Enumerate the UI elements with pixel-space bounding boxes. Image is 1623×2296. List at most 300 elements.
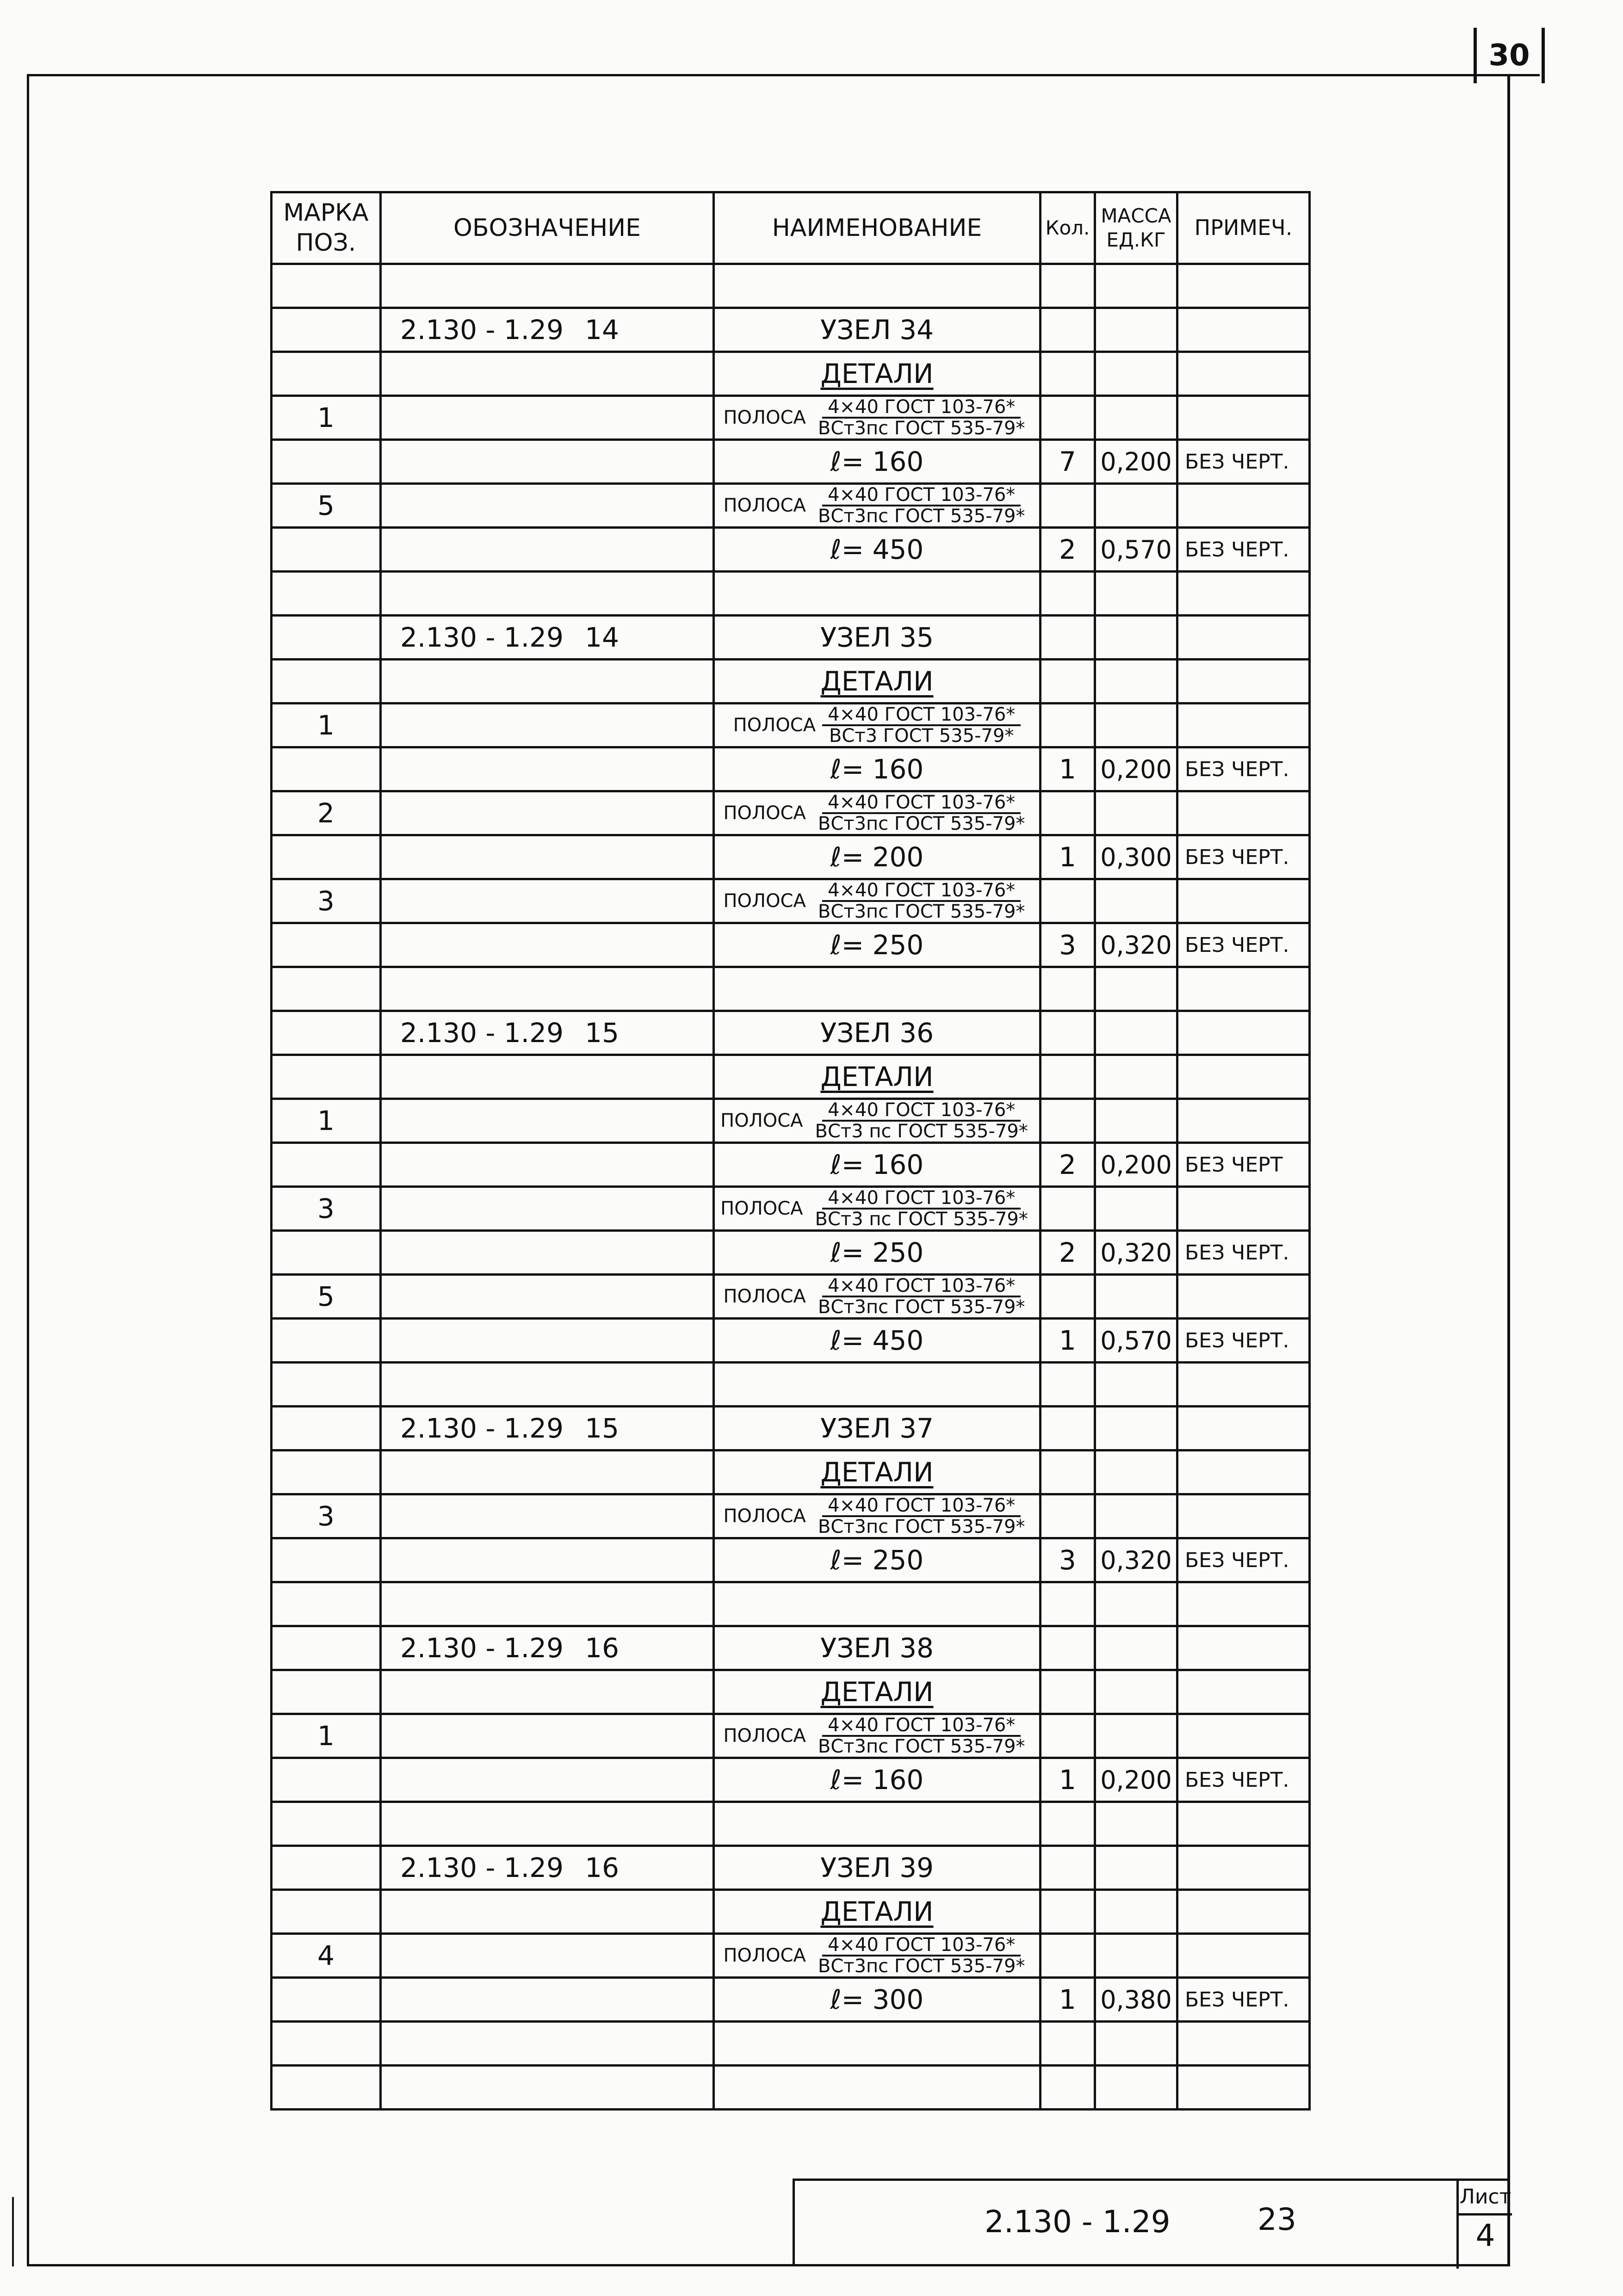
details-title: ДЕТАЛИ	[820, 666, 934, 697]
cell-note	[1177, 616, 1310, 660]
cell-mass	[1095, 1275, 1177, 1319]
cell-note	[1177, 308, 1310, 352]
cell-designation	[381, 879, 714, 923]
cell-mark	[272, 1758, 381, 1802]
cell-designation	[381, 1187, 714, 1231]
cell-mass: 0,320	[1095, 923, 1177, 967]
cell-mass	[1095, 1626, 1177, 1670]
cell-mark	[272, 967, 381, 1011]
cell-qty	[1041, 1494, 1095, 1538]
cell-qty	[1041, 264, 1095, 308]
cell-designation	[381, 1582, 714, 1626]
cell-designation	[381, 1275, 714, 1319]
cell-designation	[381, 1055, 714, 1099]
strip-label: ПОЛОСА	[723, 802, 806, 824]
cell-note	[1177, 396, 1310, 440]
node-sheet: 16	[585, 1632, 619, 1664]
table-row	[272, 572, 1310, 616]
node-code: 2.130 - 1.29	[400, 622, 564, 653]
cell-mark: 1	[272, 1714, 381, 1758]
cell-mark	[272, 660, 381, 704]
cell-mark: 2	[272, 791, 381, 835]
cell-mark	[272, 440, 381, 484]
cell-qty	[1041, 1011, 1095, 1055]
cell-name	[714, 616, 1041, 660]
cell-name	[714, 1582, 1041, 1626]
document-sheet-ref: 23	[1258, 2202, 1296, 2237]
cell-designation	[381, 1143, 714, 1187]
strip-spec	[715, 485, 1039, 526]
strip-steel-standard: ВСт3пс ГОСТ 535-79*	[818, 1296, 1025, 1318]
cell-note	[1177, 1055, 1310, 1099]
cell-note	[1177, 572, 1310, 616]
cell-qty	[1041, 308, 1095, 352]
strip-spec	[715, 1496, 1039, 1537]
strip-spec	[715, 1716, 1039, 1756]
cell-name: ℓ= 160	[714, 1758, 1041, 1802]
cell-name	[714, 1846, 1041, 1890]
cell-mark	[272, 1538, 381, 1582]
cell-designation	[381, 1758, 714, 1802]
strip-steel-standard: ВСт3пс ГОСТ 535-79*	[818, 813, 1025, 834]
table-row	[272, 1450, 1310, 1494]
cell-mark	[272, 1319, 381, 1363]
cell-mass	[1095, 264, 1177, 308]
cell-designation	[381, 1450, 714, 1494]
strip-label: ПОЛОСА	[720, 1198, 803, 1219]
cell-note	[1177, 1626, 1310, 1670]
cell-qty	[1041, 1934, 1095, 1978]
cell-note	[1177, 1494, 1310, 1538]
cell-mark	[272, 352, 381, 396]
page-number: 30	[1474, 28, 1545, 83]
cell-designation	[381, 1538, 714, 1582]
cell-qty	[1041, 616, 1095, 660]
strip-fraction	[810, 1188, 1034, 1229]
table-row	[272, 1099, 1310, 1143]
cell-designation	[381, 1626, 714, 1670]
cell-mass	[1095, 1846, 1177, 1890]
strip-size-standard: 4×40 ГОСТ 103-76*	[822, 1935, 1021, 1957]
table-row	[272, 967, 1310, 1011]
cell-name	[714, 264, 1041, 308]
cell-mark	[272, 1890, 381, 1934]
cell-mass	[1095, 1714, 1177, 1758]
cell-note	[1177, 1011, 1310, 1055]
cell-mass	[1095, 704, 1177, 747]
strip-size-standard: 4×40 ГОСТ 103-76*	[822, 1188, 1021, 1210]
table-row	[272, 1187, 1310, 1231]
cell-mass: 0,570	[1095, 1319, 1177, 1363]
cell-name	[714, 791, 1041, 835]
cell-name	[714, 1934, 1041, 1978]
strip-spec	[715, 881, 1039, 921]
strip-steel-standard: ВСт3пс ГОСТ 535-79*	[818, 418, 1025, 439]
cell-qty	[1041, 352, 1095, 396]
cell-note: БЕЗ ЧЕРТ	[1177, 1143, 1310, 1187]
cell-qty: 1	[1041, 1319, 1095, 1363]
strip-fraction	[812, 485, 1031, 526]
strip-label: ПОЛОСА	[723, 1286, 806, 1307]
strip-spec	[715, 397, 1039, 438]
cell-designation	[381, 440, 714, 484]
cell-name	[714, 704, 1041, 747]
details-title: ДЕТАЛИ	[820, 1457, 934, 1488]
table-row	[272, 1582, 1310, 1626]
cell-mass: 0,320	[1095, 1538, 1177, 1582]
cell-mass	[1095, 1363, 1177, 1407]
strip-label: ПОЛОСА	[723, 1725, 806, 1747]
cell-note	[1177, 1275, 1310, 1319]
table-row	[272, 747, 1310, 791]
cell-qty	[1041, 2022, 1095, 2066]
cell-mass	[1095, 484, 1177, 528]
strip-spec	[715, 1188, 1039, 1229]
cell-designation	[381, 396, 714, 440]
cell-qty: 3	[1041, 1538, 1095, 1582]
cell-designation	[381, 2022, 714, 2066]
header-mass: МАССА ЕД.КГ	[1095, 192, 1177, 264]
cell-mark: 3	[272, 1187, 381, 1231]
table-row	[272, 1714, 1310, 1758]
cell-designation	[381, 2066, 714, 2110]
cell-designation	[381, 1099, 714, 1143]
cell-note	[1177, 352, 1310, 396]
cell-name	[714, 572, 1041, 616]
node-sheet: 15	[585, 1413, 619, 1444]
strip-steel-standard: ВСт3пс ГОСТ 535-79*	[818, 901, 1025, 922]
cell-name: ℓ= 450	[714, 528, 1041, 572]
cell-note	[1177, 1582, 1310, 1626]
node-title: УЗЕЛ 38	[820, 1632, 934, 1664]
cell-mark	[272, 923, 381, 967]
table-row	[272, 1802, 1310, 1846]
cell-mass	[1095, 1011, 1177, 1055]
cell-mark	[272, 616, 381, 660]
table-row	[272, 1626, 1310, 1670]
cell-name	[714, 1099, 1041, 1143]
cell-mass	[1095, 1802, 1177, 1846]
cell-qty	[1041, 967, 1095, 1011]
cell-mark	[272, 747, 381, 791]
cell-name	[714, 1890, 1041, 1934]
cell-note: БЕЗ ЧЕРТ.	[1177, 1978, 1310, 2022]
cell-qty	[1041, 2066, 1095, 2110]
cell-mark	[272, 1055, 381, 1099]
table-row	[272, 1670, 1310, 1714]
cell-note	[1177, 704, 1310, 747]
cell-name	[714, 1802, 1041, 1846]
cell-qty	[1041, 1582, 1095, 1626]
title-block	[793, 2179, 1510, 2266]
cell-mark	[272, 1802, 381, 1846]
strip-size-standard: 4×40 ГОСТ 103-76*	[822, 705, 1021, 726]
strip-fraction	[812, 397, 1031, 438]
strip-label: ПОЛОСА	[733, 715, 816, 736]
cell-name	[714, 2022, 1041, 2066]
cell-name	[714, 1494, 1041, 1538]
cell-designation	[381, 572, 714, 616]
strip-fraction	[812, 1935, 1031, 1976]
cell-mark	[272, 308, 381, 352]
cell-designation	[381, 1846, 714, 1890]
table-row	[272, 396, 1310, 440]
strip-size-standard: 4×40 ГОСТ 103-76*	[822, 1276, 1021, 1297]
cell-name	[714, 967, 1041, 1011]
frame-right-line	[1507, 74, 1510, 2266]
node-code: 2.130 - 1.29	[400, 314, 564, 346]
cell-note: БЕЗ ЧЕРТ.	[1177, 528, 1310, 572]
cell-mass	[1095, 1407, 1177, 1450]
cell-qty	[1041, 1099, 1095, 1143]
cell-qty	[1041, 572, 1095, 616]
table-row	[272, 1494, 1310, 1538]
cell-name	[714, 308, 1041, 352]
cell-name	[714, 484, 1041, 528]
cell-note	[1177, 1407, 1310, 1450]
details-title: ДЕТАЛИ	[820, 1061, 934, 1092]
sheet-label: Лист	[1459, 2181, 1512, 2216]
cell-mark	[272, 1626, 381, 1670]
table-row	[272, 879, 1310, 923]
cell-note	[1177, 1890, 1310, 1934]
table-row	[272, 1407, 1310, 1450]
cell-mass	[1095, 1582, 1177, 1626]
document-code: 2.130 - 1.29	[985, 2204, 1171, 2240]
cell-note	[1177, 2022, 1310, 2066]
cell-qty	[1041, 1187, 1095, 1231]
cell-designation	[381, 967, 714, 1011]
cell-mark: 3	[272, 879, 381, 923]
table-row	[272, 352, 1310, 396]
cell-designation	[381, 704, 714, 747]
cell-mass: 0,320	[1095, 1231, 1177, 1275]
cell-mass	[1095, 1055, 1177, 1099]
strip-spec	[715, 705, 1039, 746]
sheet-value: 4	[1475, 2218, 1495, 2253]
cell-note	[1177, 1714, 1310, 1758]
cell-mark	[272, 572, 381, 616]
cell-name	[714, 660, 1041, 704]
cell-qty: 1	[1041, 747, 1095, 791]
cell-designation	[381, 747, 714, 791]
cell-qty	[1041, 1714, 1095, 1758]
table-row	[272, 1363, 1310, 1407]
cell-qty	[1041, 1802, 1095, 1846]
cell-mass	[1095, 1450, 1177, 1494]
cell-note: БЕЗ ЧЕРТ.	[1177, 1319, 1310, 1363]
cell-mass	[1095, 572, 1177, 616]
strip-size-standard: 4×40 ГОСТ 103-76*	[822, 397, 1021, 419]
table-row	[272, 1143, 1310, 1187]
strip-spec	[715, 1276, 1039, 1317]
cell-qty	[1041, 1626, 1095, 1670]
table-row	[272, 835, 1310, 879]
strip-spec	[715, 1100, 1039, 1141]
cell-designation	[381, 1231, 714, 1275]
cell-mass	[1095, 1670, 1177, 1714]
node-title: УЗЕЛ 37	[820, 1413, 934, 1444]
cell-note	[1177, 1363, 1310, 1407]
cell-name	[714, 2066, 1041, 2110]
strip-label: ПОЛОСА	[723, 495, 806, 516]
cell-note: БЕЗ ЧЕРТ.	[1177, 835, 1310, 879]
cell-mass	[1095, 879, 1177, 923]
cell-name	[714, 1450, 1041, 1494]
cell-mark	[272, 1143, 381, 1187]
strip-size-standard: 4×40 ГОСТ 103-76*	[822, 485, 1021, 506]
table-row	[272, 1978, 1310, 2022]
cell-designation	[381, 484, 714, 528]
cell-note: БЕЗ ЧЕРТ.	[1177, 440, 1310, 484]
cell-qty	[1041, 879, 1095, 923]
node-sheet: 16	[585, 1852, 619, 1883]
cell-qty: 2	[1041, 1231, 1095, 1275]
cell-note	[1177, 1670, 1310, 1714]
node-code: 2.130 - 1.29	[400, 1017, 564, 1049]
cell-mass	[1095, 396, 1177, 440]
cell-designation	[381, 1670, 714, 1714]
cell-designation	[381, 1494, 714, 1538]
header-qty: Кол.	[1041, 192, 1095, 264]
cell-mark	[272, 1231, 381, 1275]
cell-qty	[1041, 1055, 1095, 1099]
cell-mark: 5	[272, 1275, 381, 1319]
cell-mass	[1095, 616, 1177, 660]
cell-qty	[1041, 1407, 1095, 1450]
cell-designation	[381, 835, 714, 879]
strip-size-standard: 4×40 ГОСТ 103-76*	[822, 1100, 1021, 1122]
cell-name	[714, 1275, 1041, 1319]
cell-note	[1177, 1450, 1310, 1494]
cell-note: БЕЗ ЧЕРТ.	[1177, 1231, 1310, 1275]
cell-mass	[1095, 308, 1177, 352]
table-row	[272, 1846, 1310, 1890]
cell-mark	[272, 528, 381, 572]
cell-mark: 5	[272, 484, 381, 528]
cell-note: БЕЗ ЧЕРТ.	[1177, 1758, 1310, 1802]
header-note: ПРИМЕЧ.	[1177, 192, 1310, 264]
cell-designation	[381, 791, 714, 835]
cell-name: ℓ= 200	[714, 835, 1041, 879]
node-sheet: 14	[585, 314, 619, 346]
cell-mass	[1095, 967, 1177, 1011]
cell-designation	[381, 1802, 714, 1846]
cell-designation	[381, 1363, 714, 1407]
cell-mass: 0,380	[1095, 1978, 1177, 2022]
strip-size-standard: 4×40 ГОСТ 103-76*	[822, 1496, 1021, 1517]
cell-note	[1177, 791, 1310, 835]
cell-qty: 3	[1041, 923, 1095, 967]
cell-mark	[272, 1450, 381, 1494]
cell-designation	[381, 1011, 714, 1055]
strip-label: ПОЛОСА	[723, 1506, 806, 1527]
cell-note	[1177, 264, 1310, 308]
cell-qty	[1041, 704, 1095, 747]
table-row	[272, 660, 1310, 704]
cell-name: ℓ= 160	[714, 747, 1041, 791]
cell-designation	[381, 1714, 714, 1758]
cell-qty: 1	[1041, 1758, 1095, 1802]
cell-note	[1177, 1934, 1310, 1978]
table-row	[272, 2022, 1310, 2066]
cell-note: БЕЗ ЧЕРТ.	[1177, 1538, 1310, 1582]
strip-steel-standard: ВСт3пс ГОСТ 535-79*	[818, 1516, 1025, 1537]
cell-mark	[272, 1363, 381, 1407]
cell-qty: 1	[1041, 835, 1095, 879]
cell-mass	[1095, 2022, 1177, 2066]
table-row	[272, 2066, 1310, 2110]
cell-mark: 4	[272, 1934, 381, 1978]
cell-qty: 2	[1041, 528, 1095, 572]
cell-qty: 2	[1041, 1143, 1095, 1187]
cell-note: БЕЗ ЧЕРТ.	[1177, 747, 1310, 791]
cell-name: ℓ= 300	[714, 1978, 1041, 2022]
cell-designation	[381, 616, 714, 660]
strip-label: ПОЛОСА	[720, 1110, 803, 1131]
cell-name	[714, 1055, 1041, 1099]
cell-note	[1177, 660, 1310, 704]
cell-name	[714, 1011, 1041, 1055]
cell-designation	[381, 1319, 714, 1363]
cell-mark	[272, 835, 381, 879]
cell-mass: 0,200	[1095, 1143, 1177, 1187]
cell-mass	[1095, 2066, 1177, 2110]
frame-top-line	[27, 74, 1540, 76]
node-sheet: 14	[585, 622, 619, 653]
strip-fraction	[812, 1496, 1031, 1537]
table-row	[272, 704, 1310, 747]
cell-qty: 7	[1041, 440, 1095, 484]
cell-designation	[381, 352, 714, 396]
cell-mark: 1	[272, 396, 381, 440]
node-title: УЗЕЛ 34	[820, 314, 934, 346]
cell-mass: 0,300	[1095, 835, 1177, 879]
cell-designation	[381, 1890, 714, 1934]
strip-size-standard: 4×40 ГОСТ 103-76*	[822, 793, 1021, 814]
cell-designation	[381, 528, 714, 572]
strip-label: ПОЛОСА	[723, 1945, 806, 1966]
strip-label: ПОЛОСА	[723, 890, 806, 912]
table-header-row	[272, 192, 1310, 264]
cell-name: ℓ= 250	[714, 1538, 1041, 1582]
cell-name	[714, 1187, 1041, 1231]
cell-mass	[1095, 352, 1177, 396]
table-row	[272, 440, 1310, 484]
strip-steel-standard: ВСт3пс ГОСТ 535-79*	[818, 506, 1025, 527]
cell-name	[714, 1626, 1041, 1670]
cell-mark: 1	[272, 704, 381, 747]
cell-name	[714, 1670, 1041, 1714]
node-title: УЗЕЛ 35	[820, 622, 934, 653]
table-row	[272, 1538, 1310, 1582]
details-title: ДЕТАЛИ	[820, 358, 934, 389]
table-row	[272, 1758, 1310, 1802]
cell-note	[1177, 484, 1310, 528]
cell-name	[714, 1363, 1041, 1407]
cell-mark	[272, 1978, 381, 2022]
table-row	[272, 1275, 1310, 1319]
cell-mark	[272, 1582, 381, 1626]
table-row	[272, 923, 1310, 967]
table-row	[272, 616, 1310, 660]
node-code: 2.130 - 1.29	[400, 1413, 564, 1444]
table-row	[272, 1055, 1310, 1099]
table-row	[272, 1890, 1310, 1934]
cell-mark	[272, 1407, 381, 1450]
strip-spec	[715, 1935, 1039, 1976]
cell-mass	[1095, 1099, 1177, 1143]
